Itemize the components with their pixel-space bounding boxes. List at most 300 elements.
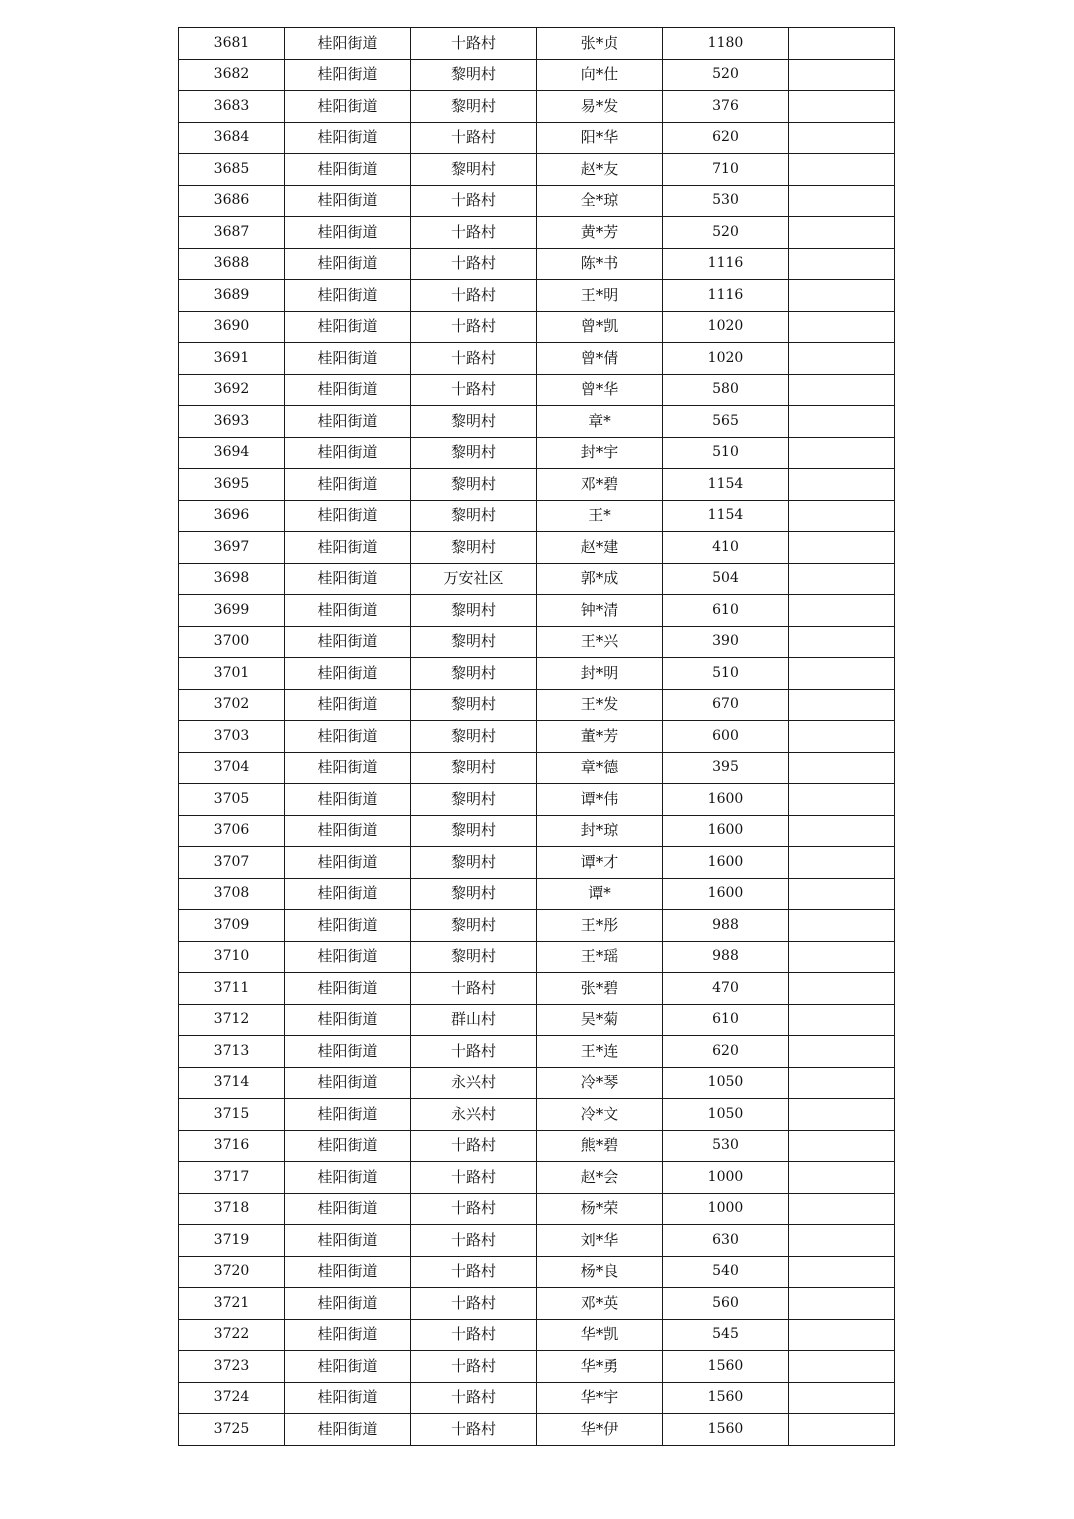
cell-remark (789, 878, 895, 910)
cell-amount: 1600 (663, 784, 789, 816)
cell-serial: 3714 (179, 1067, 285, 1099)
cell-serial: 3699 (179, 595, 285, 627)
cell-serial: 3684 (179, 122, 285, 154)
cell-village: 黎明村 (411, 658, 537, 690)
cell-name: 吴*菊 (537, 1004, 663, 1036)
cell-amount: 988 (663, 910, 789, 942)
table-row (179, 374, 895, 406)
table-row (179, 1130, 895, 1162)
cell-amount: 610 (663, 1004, 789, 1036)
cell-street: 桂阳街道 (285, 1351, 411, 1383)
cell-village: 黎明村 (411, 469, 537, 501)
cell-amount: 510 (663, 437, 789, 469)
cell-street: 桂阳街道 (285, 1099, 411, 1131)
cell-name: 章*德 (537, 752, 663, 784)
cell-name: 王*彤 (537, 910, 663, 942)
cell-remark (789, 28, 895, 60)
cell-name: 冷*文 (537, 1099, 663, 1131)
cell-village: 永兴村 (411, 1067, 537, 1099)
cell-village: 黎明村 (411, 595, 537, 627)
cell-amount: 620 (663, 1036, 789, 1068)
cell-name: 赵*友 (537, 154, 663, 186)
cell-village: 十路村 (411, 374, 537, 406)
cell-serial: 3719 (179, 1225, 285, 1257)
table-body (179, 28, 895, 1446)
cell-remark (789, 1099, 895, 1131)
cell-remark (789, 689, 895, 721)
table-row (179, 973, 895, 1005)
cell-remark (789, 815, 895, 847)
cell-amount: 1154 (663, 500, 789, 532)
cell-street: 桂阳街道 (285, 343, 411, 375)
cell-remark (789, 784, 895, 816)
cell-serial: 3725 (179, 1414, 285, 1446)
cell-village: 十路村 (411, 311, 537, 343)
table-row (179, 1256, 895, 1288)
cell-name: 赵*会 (537, 1162, 663, 1194)
table-row (179, 469, 895, 501)
cell-village: 黎明村 (411, 784, 537, 816)
cell-amount: 710 (663, 154, 789, 186)
table-row (179, 1351, 895, 1383)
cell-street: 桂阳街道 (285, 1319, 411, 1351)
cell-street: 桂阳街道 (285, 532, 411, 564)
cell-name: 董*芳 (537, 721, 663, 753)
cell-street: 桂阳街道 (285, 1036, 411, 1068)
table-row (179, 1319, 895, 1351)
cell-village: 黎明村 (411, 500, 537, 532)
cell-remark (789, 343, 895, 375)
table-row (179, 280, 895, 312)
table-row (179, 689, 895, 721)
cell-amount: 1600 (663, 847, 789, 879)
cell-street: 桂阳街道 (285, 1193, 411, 1225)
cell-serial: 3720 (179, 1256, 285, 1288)
cell-serial: 3682 (179, 59, 285, 91)
cell-street: 桂阳街道 (285, 91, 411, 123)
cell-serial: 3724 (179, 1382, 285, 1414)
table-row (179, 1414, 895, 1446)
table-row (179, 59, 895, 91)
cell-street: 桂阳街道 (285, 941, 411, 973)
cell-serial: 3695 (179, 469, 285, 501)
table-row (179, 626, 895, 658)
cell-amount: 530 (663, 1130, 789, 1162)
cell-village: 十路村 (411, 1193, 537, 1225)
cell-village: 十路村 (411, 1130, 537, 1162)
cell-street: 桂阳街道 (285, 878, 411, 910)
cell-street: 桂阳街道 (285, 500, 411, 532)
cell-village: 黎明村 (411, 154, 537, 186)
cell-serial: 3718 (179, 1193, 285, 1225)
cell-name: 华*伊 (537, 1414, 663, 1446)
cell-village: 十路村 (411, 280, 537, 312)
cell-village: 黎明村 (411, 721, 537, 753)
cell-street: 桂阳街道 (285, 1130, 411, 1162)
table-row (179, 910, 895, 942)
cell-amount: 1050 (663, 1099, 789, 1131)
cell-amount: 630 (663, 1225, 789, 1257)
cell-street: 桂阳街道 (285, 973, 411, 1005)
table-row (179, 343, 895, 375)
cell-amount: 1560 (663, 1414, 789, 1446)
cell-serial: 3687 (179, 217, 285, 249)
cell-street: 桂阳街道 (285, 1288, 411, 1320)
cell-remark (789, 374, 895, 406)
cell-village: 十路村 (411, 1319, 537, 1351)
cell-serial: 3683 (179, 91, 285, 123)
table-row (179, 941, 895, 973)
cell-village: 黎明村 (411, 878, 537, 910)
table-row (179, 311, 895, 343)
cell-village: 黎明村 (411, 941, 537, 973)
cell-serial: 3715 (179, 1099, 285, 1131)
cell-village: 黎明村 (411, 406, 537, 438)
cell-name: 王*兴 (537, 626, 663, 658)
cell-street: 桂阳街道 (285, 1382, 411, 1414)
table-row (179, 595, 895, 627)
cell-amount: 390 (663, 626, 789, 658)
cell-village: 黎明村 (411, 689, 537, 721)
cell-name: 张*贞 (537, 28, 663, 60)
cell-village: 黎明村 (411, 91, 537, 123)
cell-amount: 600 (663, 721, 789, 753)
cell-street: 桂阳街道 (285, 185, 411, 217)
table-row (179, 1382, 895, 1414)
cell-serial: 3712 (179, 1004, 285, 1036)
cell-street: 桂阳街道 (285, 847, 411, 879)
cell-remark (789, 973, 895, 1005)
cell-street: 桂阳街道 (285, 437, 411, 469)
cell-village: 十路村 (411, 1351, 537, 1383)
cell-name: 王* (537, 500, 663, 532)
cell-serial: 3717 (179, 1162, 285, 1194)
cell-street: 桂阳街道 (285, 28, 411, 60)
table-row (179, 1193, 895, 1225)
cell-name: 冷*琴 (537, 1067, 663, 1099)
cell-serial: 3698 (179, 563, 285, 595)
cell-street: 桂阳街道 (285, 658, 411, 690)
cell-serial: 3713 (179, 1036, 285, 1068)
cell-remark (789, 500, 895, 532)
table-row (179, 721, 895, 753)
cell-amount: 565 (663, 406, 789, 438)
cell-serial: 3700 (179, 626, 285, 658)
cell-village: 群山村 (411, 1004, 537, 1036)
cell-name: 向*仕 (537, 59, 663, 91)
cell-name: 杨*良 (537, 1256, 663, 1288)
cell-street: 桂阳街道 (285, 374, 411, 406)
cell-remark (789, 437, 895, 469)
cell-remark (789, 1130, 895, 1162)
cell-street: 桂阳街道 (285, 689, 411, 721)
table-row (179, 1067, 895, 1099)
cell-amount: 670 (663, 689, 789, 721)
table-row (179, 1162, 895, 1194)
cell-amount: 1154 (663, 469, 789, 501)
cell-serial: 3707 (179, 847, 285, 879)
cell-village: 永兴村 (411, 1099, 537, 1131)
cell-serial: 3697 (179, 532, 285, 564)
cell-village: 十路村 (411, 1256, 537, 1288)
cell-street: 桂阳街道 (285, 815, 411, 847)
table-row (179, 91, 895, 123)
cell-amount: 510 (663, 658, 789, 690)
cell-name: 赵*建 (537, 532, 663, 564)
data-table (178, 27, 895, 1446)
cell-name: 王*瑶 (537, 941, 663, 973)
cell-serial: 3706 (179, 815, 285, 847)
cell-street: 桂阳街道 (285, 248, 411, 280)
table-row (179, 406, 895, 438)
cell-name: 王*连 (537, 1036, 663, 1068)
cell-amount: 988 (663, 941, 789, 973)
cell-village: 十路村 (411, 1414, 537, 1446)
cell-name: 章* (537, 406, 663, 438)
cell-village: 十路村 (411, 28, 537, 60)
cell-name: 刘*华 (537, 1225, 663, 1257)
cell-serial: 3693 (179, 406, 285, 438)
cell-name: 王*明 (537, 280, 663, 312)
cell-village: 黎明村 (411, 626, 537, 658)
cell-remark (789, 1193, 895, 1225)
cell-remark (789, 1067, 895, 1099)
table-row (179, 878, 895, 910)
cell-village: 黎明村 (411, 532, 537, 564)
table-row (179, 1288, 895, 1320)
cell-serial: 3723 (179, 1351, 285, 1383)
cell-name: 谭*才 (537, 847, 663, 879)
table-row (179, 1004, 895, 1036)
cell-name: 郭*成 (537, 563, 663, 595)
cell-amount: 530 (663, 185, 789, 217)
cell-street: 桂阳街道 (285, 752, 411, 784)
cell-village: 十路村 (411, 217, 537, 249)
table-row (179, 1225, 895, 1257)
cell-remark (789, 1382, 895, 1414)
cell-name: 阳*华 (537, 122, 663, 154)
cell-amount: 1560 (663, 1382, 789, 1414)
table-row (179, 185, 895, 217)
cell-street: 桂阳街道 (285, 122, 411, 154)
cell-serial: 3708 (179, 878, 285, 910)
cell-serial: 3694 (179, 437, 285, 469)
cell-street: 桂阳街道 (285, 311, 411, 343)
cell-village: 十路村 (411, 122, 537, 154)
cell-remark (789, 406, 895, 438)
cell-remark (789, 154, 895, 186)
cell-village: 十路村 (411, 1225, 537, 1257)
cell-remark (789, 1162, 895, 1194)
cell-name: 封*宇 (537, 437, 663, 469)
cell-street: 桂阳街道 (285, 217, 411, 249)
cell-serial: 3703 (179, 721, 285, 753)
cell-amount: 1020 (663, 311, 789, 343)
cell-remark (789, 532, 895, 564)
cell-street: 桂阳街道 (285, 406, 411, 438)
cell-serial: 3701 (179, 658, 285, 690)
cell-name: 熊*碧 (537, 1130, 663, 1162)
cell-amount: 1000 (663, 1193, 789, 1225)
cell-street: 桂阳街道 (285, 59, 411, 91)
cell-village: 十路村 (411, 343, 537, 375)
cell-amount: 560 (663, 1288, 789, 1320)
cell-serial: 3688 (179, 248, 285, 280)
cell-remark (789, 847, 895, 879)
cell-remark (789, 910, 895, 942)
cell-village: 十路村 (411, 1288, 537, 1320)
table-row (179, 563, 895, 595)
cell-remark (789, 59, 895, 91)
cell-remark (789, 217, 895, 249)
cell-remark (789, 469, 895, 501)
cell-remark (789, 311, 895, 343)
table-row (179, 437, 895, 469)
cell-name: 邓*英 (537, 1288, 663, 1320)
cell-serial: 3690 (179, 311, 285, 343)
cell-street: 桂阳街道 (285, 1256, 411, 1288)
cell-name: 陈*书 (537, 248, 663, 280)
cell-amount: 1600 (663, 815, 789, 847)
cell-amount: 1050 (663, 1067, 789, 1099)
cell-amount: 504 (663, 563, 789, 595)
cell-name: 谭* (537, 878, 663, 910)
table-row (179, 1036, 895, 1068)
cell-serial: 3710 (179, 941, 285, 973)
cell-amount: 395 (663, 752, 789, 784)
cell-remark (789, 1256, 895, 1288)
cell-name: 曾*华 (537, 374, 663, 406)
cell-remark (789, 1036, 895, 1068)
cell-village: 十路村 (411, 973, 537, 1005)
cell-remark (789, 752, 895, 784)
cell-serial: 3704 (179, 752, 285, 784)
cell-serial: 3722 (179, 1319, 285, 1351)
cell-village: 黎明村 (411, 437, 537, 469)
cell-street: 桂阳街道 (285, 1162, 411, 1194)
cell-remark (789, 185, 895, 217)
cell-street: 桂阳街道 (285, 1414, 411, 1446)
cell-name: 邓*碧 (537, 469, 663, 501)
cell-amount: 1180 (663, 28, 789, 60)
table-row (179, 784, 895, 816)
cell-name: 王*发 (537, 689, 663, 721)
cell-village: 十路村 (411, 1162, 537, 1194)
cell-remark (789, 122, 895, 154)
cell-name: 易*发 (537, 91, 663, 123)
cell-serial: 3696 (179, 500, 285, 532)
table-row (179, 500, 895, 532)
cell-serial: 3691 (179, 343, 285, 375)
cell-remark (789, 1351, 895, 1383)
cell-name: 华*勇 (537, 1351, 663, 1383)
cell-street: 桂阳街道 (285, 784, 411, 816)
table-row (179, 752, 895, 784)
table-row (179, 847, 895, 879)
cell-remark (789, 595, 895, 627)
cell-remark (789, 1004, 895, 1036)
cell-remark (789, 941, 895, 973)
cell-remark (789, 1288, 895, 1320)
cell-amount: 580 (663, 374, 789, 406)
cell-serial: 3689 (179, 280, 285, 312)
cell-street: 桂阳街道 (285, 1225, 411, 1257)
cell-amount: 1560 (663, 1351, 789, 1383)
cell-street: 桂阳街道 (285, 910, 411, 942)
cell-street: 桂阳街道 (285, 1067, 411, 1099)
cell-serial: 3709 (179, 910, 285, 942)
cell-street: 桂阳街道 (285, 1004, 411, 1036)
cell-amount: 1020 (663, 343, 789, 375)
cell-street: 桂阳街道 (285, 563, 411, 595)
cell-remark (789, 658, 895, 690)
table-row (179, 248, 895, 280)
cell-village: 十路村 (411, 185, 537, 217)
cell-serial: 3702 (179, 689, 285, 721)
cell-village: 黎明村 (411, 752, 537, 784)
table-row (179, 28, 895, 60)
cell-remark (789, 563, 895, 595)
cell-village: 十路村 (411, 248, 537, 280)
cell-remark (789, 248, 895, 280)
table-row (179, 154, 895, 186)
cell-amount: 545 (663, 1319, 789, 1351)
cell-name: 张*碧 (537, 973, 663, 1005)
cell-name: 钟*清 (537, 595, 663, 627)
cell-name: 华*宇 (537, 1382, 663, 1414)
cell-name: 封*琼 (537, 815, 663, 847)
table-row (179, 1099, 895, 1131)
cell-remark (789, 626, 895, 658)
cell-serial: 3686 (179, 185, 285, 217)
cell-village: 黎明村 (411, 847, 537, 879)
cell-remark (789, 721, 895, 753)
cell-village: 十路村 (411, 1036, 537, 1068)
cell-amount: 410 (663, 532, 789, 564)
cell-village: 黎明村 (411, 910, 537, 942)
cell-amount: 610 (663, 595, 789, 627)
cell-amount: 540 (663, 1256, 789, 1288)
cell-village: 万安社区 (411, 563, 537, 595)
table-row (179, 217, 895, 249)
cell-amount: 470 (663, 973, 789, 1005)
cell-amount: 376 (663, 91, 789, 123)
table-row (179, 122, 895, 154)
cell-street: 桂阳街道 (285, 469, 411, 501)
cell-serial: 3721 (179, 1288, 285, 1320)
cell-amount: 620 (663, 122, 789, 154)
cell-name: 曾*凯 (537, 311, 663, 343)
table-row (179, 532, 895, 564)
cell-street: 桂阳街道 (285, 595, 411, 627)
cell-village: 黎明村 (411, 815, 537, 847)
cell-name: 全*琼 (537, 185, 663, 217)
cell-name: 杨*荣 (537, 1193, 663, 1225)
cell-name: 黄*芳 (537, 217, 663, 249)
cell-serial: 3716 (179, 1130, 285, 1162)
cell-amount: 1600 (663, 878, 789, 910)
cell-serial: 3711 (179, 973, 285, 1005)
cell-street: 桂阳街道 (285, 721, 411, 753)
cell-street: 桂阳街道 (285, 280, 411, 312)
cell-serial: 3681 (179, 28, 285, 60)
cell-remark (789, 91, 895, 123)
table-row (179, 815, 895, 847)
cell-amount: 1000 (663, 1162, 789, 1194)
table-row (179, 658, 895, 690)
cell-village: 黎明村 (411, 59, 537, 91)
cell-street: 桂阳街道 (285, 626, 411, 658)
